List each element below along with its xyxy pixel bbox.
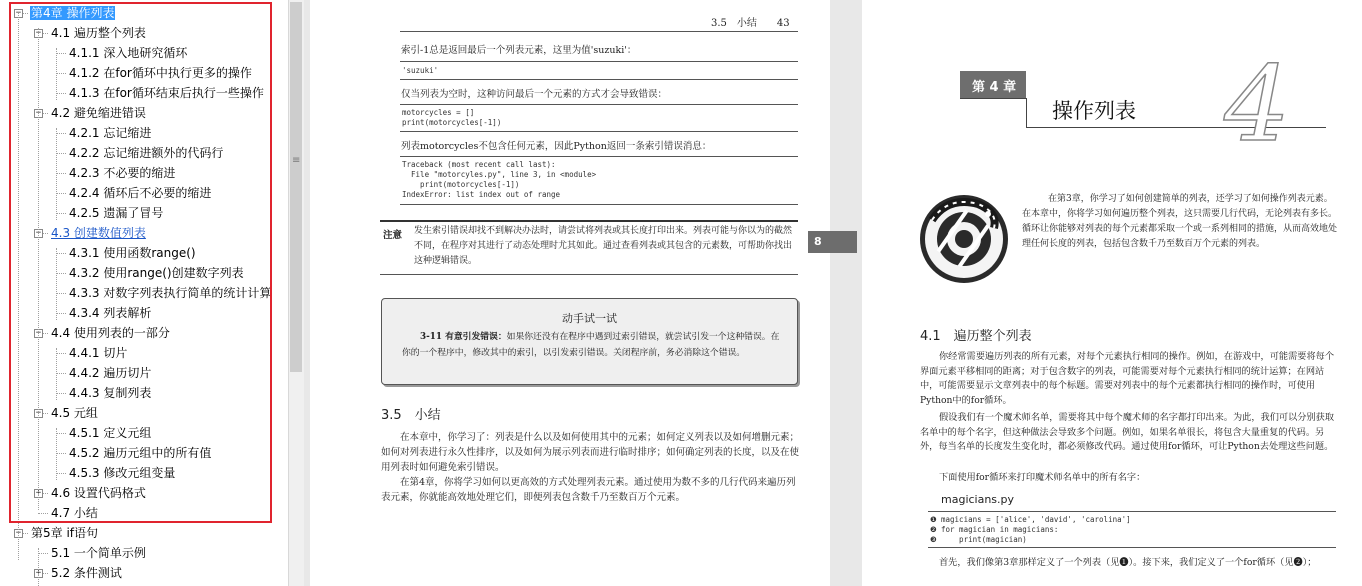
bookmark-label[interactable]: 5.2 条件测试	[51, 566, 122, 580]
expand-icon[interactable]: +	[35, 488, 42, 498]
chapter-tab: 8	[808, 231, 857, 253]
bookmark-label[interactable]: 4.3 创建数值列表	[51, 226, 146, 240]
bookmark-label[interactable]: 4.3.4 列表解析	[69, 306, 152, 320]
bookmark-item[interactable]	[30, 523, 99, 543]
traceback-block: Traceback (most recent call last): File "motorcyles.py", line 3, in <module> print(motorcycles[-1]) IndexError: list index out of range	[402, 160, 597, 199]
bookmark-label[interactable]: 4.2 避免缩进错误	[51, 106, 146, 120]
highlight-box	[9, 2, 272, 523]
code-markers: ❶ ❷ ❸	[930, 515, 937, 544]
exercise-text: 如果你还没有在程序中遇到过索引错误，就尝试引发一个这种错误。在你的一个程序中，修改其中的索引，以引发索引错误。关闭程序前，务必消除这个错误。	[402, 332, 780, 358]
bookmark-label[interactable]: 4.6 设置代码格式	[51, 486, 146, 500]
bookmark-label[interactable]: 4.4.1 切片	[69, 346, 128, 360]
bookmark-label[interactable]: 第5章 if语句	[31, 526, 99, 540]
note-label: 注意	[383, 230, 403, 241]
body-line: 列表motorcycles不包含任何元素，因此Python返回一条索引错误消息：	[401, 141, 712, 152]
bookmark-item[interactable]	[50, 543, 147, 563]
bookmark-label[interactable]: 4.2.1 忘记缩进	[69, 126, 152, 140]
bookmark-label[interactable]: 4.2.2 忘记缩进额外的代码行	[69, 146, 224, 160]
bookmark-label[interactable]: 4.3.2 使用range()创建数字列表	[69, 266, 244, 280]
bookmark-label[interactable]: 5.1 一个简单示例	[51, 546, 146, 560]
try-it-text	[402, 329, 782, 361]
paragraph: 下面使用for循环来打印魔术师名单中的所有名字：	[939, 472, 1146, 483]
bookmark-label[interactable]: 4.5.3 修改元组变量	[69, 466, 176, 480]
bookmark-label[interactable]: 4.4.2 遍历切片	[69, 366, 152, 380]
splitter-grip-icon[interactable]: ≡	[292, 155, 301, 166]
collapse-icon[interactable]: −	[35, 328, 42, 338]
bookmark-label[interactable]: 4.2.4 循环后不必要的缩进	[69, 186, 212, 200]
chapter-intro: 在第3章，你学习了如何创建简单的列表，还学习了如何操作列表元素。在本章中，你将学习如何遍历整个列表，这只需要几行代码，无论列表有多长。循环让你能够对列表的每个元素都采取一个或一系列相同的措施，从而高效地处理任何长度的列表，包括包含数千乃至数百万个元素的列表。	[1022, 194, 1338, 249]
note-text: 发生索引错误却找不到解决办法时，请尝试将列表或其长度打印出来。列表可能与你以为的截然不同，在程序对其进行了动态处理时尤其如此。通过查看列表或其包含的元素数，可帮助你找出这种逻辑错误。	[414, 226, 793, 266]
running-header: 3.5 小结 43	[711, 18, 790, 29]
scrollbar-thumb[interactable]	[290, 2, 302, 372]
try-it-title: 动手试一试	[562, 312, 617, 325]
expand-icon[interactable]: +	[35, 568, 42, 578]
bookmark-item[interactable]	[50, 563, 123, 583]
python-snake-logo-icon	[918, 192, 1010, 286]
collapse-icon[interactable]: −	[35, 408, 42, 418]
exercise-label: 3-11 有意引发错误：	[420, 332, 507, 342]
pdf-page-chapter-4	[862, 0, 1362, 586]
collapse-icon[interactable]: −	[35, 108, 42, 118]
paragraph: 首先，我们像第3章那样定义了一个列表（见❶）。接下来，我们定义了一个for循环（见❷）；	[939, 557, 1317, 568]
code-block: magicians = ['alice', 'david', 'carolina'] for magician in magicians: print(magician)	[941, 515, 1131, 544]
paragraph: 在本章中，你学习了：列表是什么以及如何使用其中的元素；如何定义列表以及如何增删元素；如何对列表进行永久性排序，以及如何为展示列表而进行临时排序；如何确定列表的长度，以及在使用列表时如何避免索引错误。	[381, 432, 800, 473]
bookmark-label[interactable]: 4.1.1 深入地研究循环	[69, 46, 188, 60]
bookmark-label[interactable]: 4.1.3 在for循环结束后执行一些操作	[69, 86, 264, 100]
code-block: motorcycles = [] print(motorcycles[-1])	[402, 108, 502, 127]
bookmark-label[interactable]: 4.7 小结	[51, 506, 98, 520]
bookmark-label[interactable]: 4.2.5 遗漏了冒号	[69, 206, 164, 220]
bookmark-label[interactable]: 4.3.3 对数字列表执行简单的统计计算	[69, 286, 272, 300]
try-it-box	[381, 298, 798, 385]
section-heading: 3.5 小结	[381, 408, 441, 423]
collapse-icon[interactable]: −	[35, 228, 42, 238]
collapse-icon[interactable]: −	[35, 28, 42, 38]
pdf-page-43	[310, 0, 830, 586]
body-line: 仅当列表为空时，这种访问最后一个元素的方式才会导致错误：	[401, 89, 668, 100]
chapter-title: 操作列表	[1052, 99, 1136, 123]
chapter-label: 第 4 章	[972, 80, 1017, 95]
paragraph: 你经常需要遍历列表的所有元素，对每个元素执行相同的操作。例如，在游戏中，可能需要将每个界面元素平移相同的距离；对于包含数字的列表，可能需要对每个元素执行相同的统计运算；在网站中，可能需要显示文章列表中的每个标题。需要对列表中的每个元素都执行相同的操作时，可使用Python中的for循环。	[920, 351, 1335, 406]
bookmark-label[interactable]: 4.1.2 在for循环中执行更多的操作	[69, 66, 252, 80]
collapse-icon[interactable]: −	[15, 8, 22, 18]
bookmark-label[interactable]: 4.5.1 定义元组	[69, 426, 152, 440]
chapter-number: 4	[1224, 43, 1291, 165]
bookmark-label[interactable]: 4.5.2 遍历元组中的所有值	[69, 446, 212, 460]
code-output: 'suzuki'	[402, 66, 439, 75]
bookmark-label[interactable]: 4.4 使用列表的一部分	[51, 326, 170, 340]
code-filename: magicians.py	[941, 493, 1015, 506]
bookmark-label[interactable]: 第4章 操作列表	[31, 6, 115, 20]
collapse-icon[interactable]: −	[15, 528, 22, 538]
bookmark-label[interactable]: 4.2.3 不必要的缩进	[69, 166, 176, 180]
bookmark-label[interactable]: 4.1 遍历整个列表	[51, 26, 146, 40]
bookmark-label[interactable]: 4.4.3 复制列表	[69, 386, 152, 400]
paragraph: 假设我们有一个魔术师名单，需要将其中每个魔术师的名字都打印出来。为此，我们可以分别获取名单中的每个名字，但这种做法会导致多个问题。例如，如果名单很长，将包含大量重复的代码。另外，每当名单的长度发生变化时，都必须修改代码。通过使用for循环，可让Python去处理这些问题。	[920, 412, 1335, 452]
bookmark-label[interactable]: 4.5 元组	[51, 406, 98, 420]
bookmark-label[interactable]: 4.3.1 使用函数range()	[69, 246, 196, 260]
section-heading: 4.1 遍历整个列表	[920, 329, 1032, 344]
body-line: 索引-1总是返回最后一个列表元素，这里为值'suzuki'：	[401, 45, 637, 56]
paragraph: 在第4章，你将学习如何以更高效的方式处理列表元素。通过使用为数不多的几行代码来遍历列表元素，你就能高效地处理它们，即便列表包含数千乃至数百万个元素。	[381, 477, 796, 503]
